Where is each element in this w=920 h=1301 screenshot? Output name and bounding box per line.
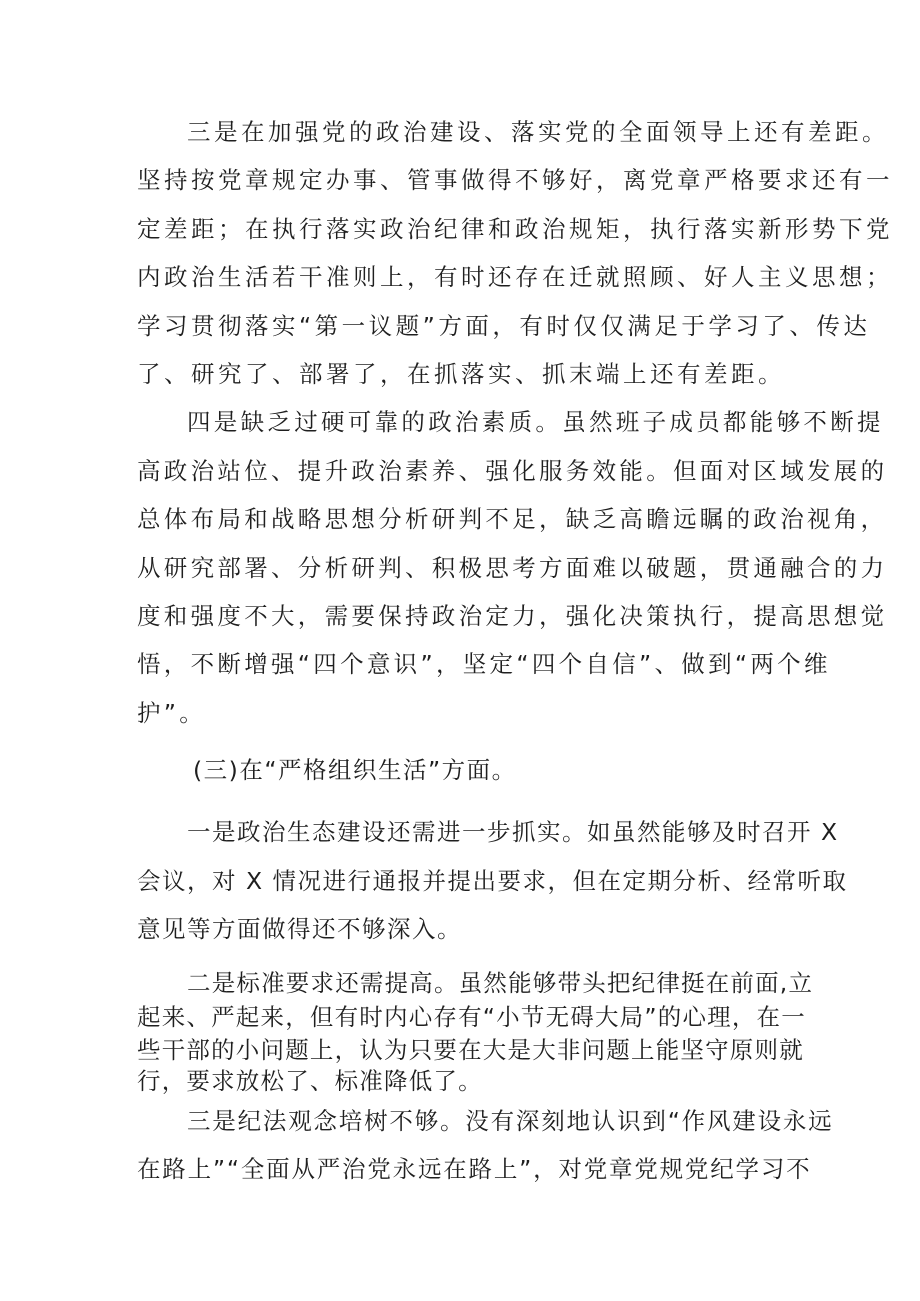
paragraph-line: 度和强度不大，需要保持政治定力，强化决策执行，提高思想觉 [137, 602, 888, 630]
paragraph-line: 在路上”“全面从严治党永远在路上”，对党章党规党纪学习不 [137, 1155, 812, 1183]
paragraph-line: 些干部的小问题上，认为只要在大是大非问题上能坚守原则就 [137, 1036, 804, 1064]
paragraph-line: 起来、严起来，但有时内心存有“小节无碍大局”的心理，在一 [137, 1003, 806, 1031]
paragraph-line: 总体布局和战略思想分析研判不足，缺乏高瞻远瞩的政治视角， [137, 505, 888, 533]
paragraph-line: 定差距；在执行落实政治纪律和政治规矩，执行落实新形势下党 [137, 215, 893, 243]
paragraph-line: 三是纪法观念培树不够。没有深刻地认识到“作风建设永远 [187, 1107, 834, 1135]
paragraph-line: 二是标准要求还需提高。虽然能够带头把纪律挺在前面,立 [187, 969, 814, 997]
paragraph-line: 三是在加强党的政治建设、落实党的全面领导上还有差距。 [187, 118, 889, 146]
paragraph-line: 内政治生活若干准则上，有时还存在迁就照顾、好人主义思想； [137, 263, 893, 291]
paragraph-line: 高政治站位、提升政治素养、强化服务效能。但面对区域发展的 [137, 457, 888, 485]
paragraph-line: 了、研究了、部署了，在抓落实、抓末端上还有差距。 [137, 360, 785, 388]
paragraph-line: 从研究部署、分析研判、积极思考方面难以破题，贯通融合的力 [137, 554, 888, 582]
paragraph-line: 悟，不断增强“四个意识”，坚定“四个自信”、做到“两个维 [137, 650, 831, 678]
section-heading: (三)在“严格组织生活”方面。 [193, 756, 517, 784]
paragraph-line: 学习贯彻落实“第一议题”方面，有时仅仅满足于学习了、传达 [137, 312, 871, 340]
paragraph-line: 会议，对 X 情况进行通报并提出要求，但在定期分析、经常听取 [137, 867, 848, 895]
paragraph-line: 一是政治生态建设还需进一步抓实。如虽然能够及时召开 X [187, 818, 839, 846]
paragraph-line: 四是缺乏过硬可靠的政治素质。虽然班子成员都能够不断提 [187, 408, 884, 436]
paragraph-line: 行，要求放松了、标准降低了。 [137, 1067, 483, 1095]
paragraph-line: 意见等方面做得还不够深入。 [137, 915, 462, 943]
paragraph-line: 护”。 [137, 699, 207, 727]
paragraph-line: 坚持按党章规定办事、管事做得不够好，离党章严格要求还有一 [137, 166, 893, 194]
